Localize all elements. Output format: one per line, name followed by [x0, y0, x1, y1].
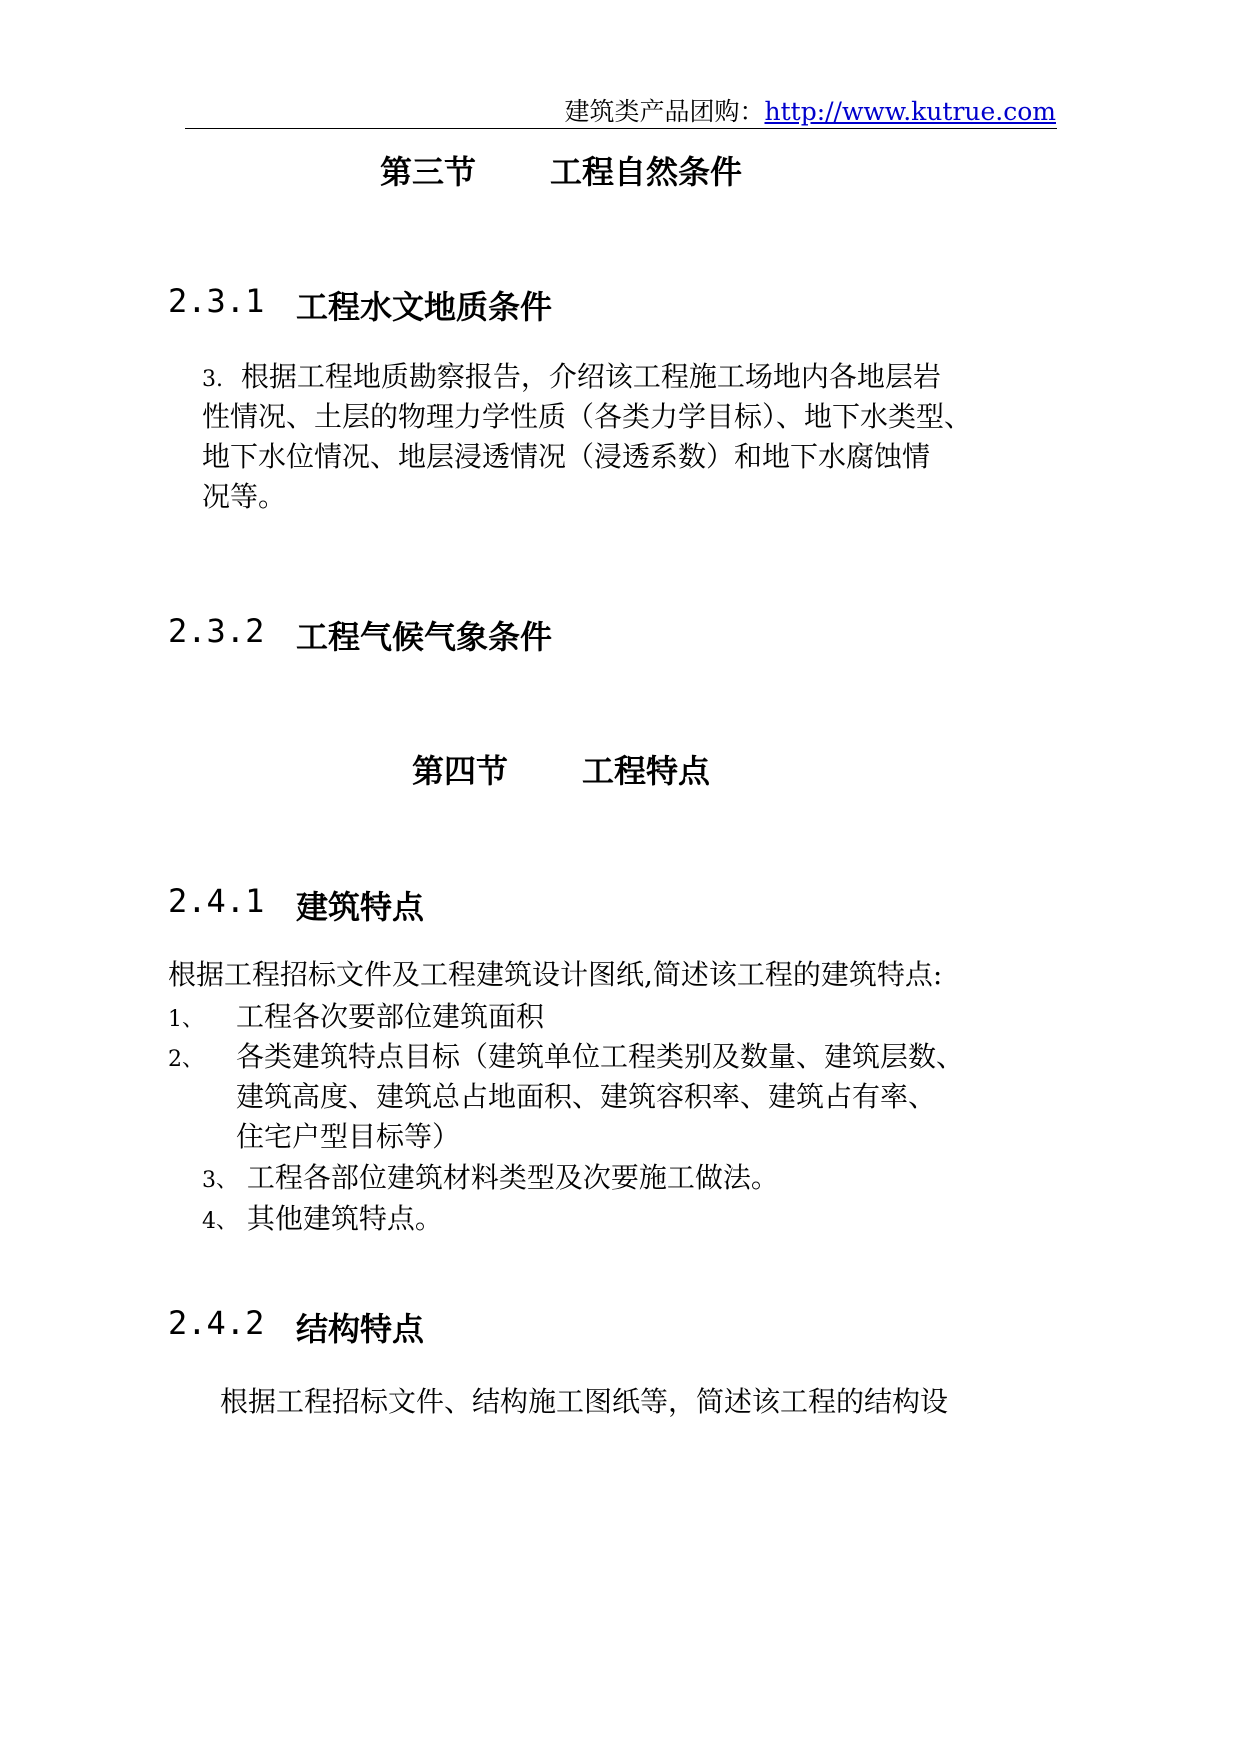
subsection-2-4-2-title: 结构特点: [296, 1310, 425, 1348]
subsection-2-3-2-heading: [168, 612, 264, 650]
subsection-2-3-1-heading: [168, 282, 264, 320]
list-item-3-number: 3、: [202, 1168, 238, 1193]
list-item-2-number: 2、: [168, 1047, 204, 1072]
list-item-2-line-3: 住宅户型目标等）: [236, 1120, 461, 1153]
header-divider: [185, 128, 1057, 129]
subsection-2-3-1-number: 2.3.1: [168, 282, 265, 320]
list-item-4-text: 其他建筑特点。: [246, 1202, 443, 1235]
subsection-2-3-2-title: 工程气候气象条件: [296, 618, 553, 656]
paragraph-2-3-1-line-4: 况等。: [202, 480, 287, 513]
paragraph-2-4-2-line-1: 根据工程招标文件、结构施工图纸等，简述该工程的结构设: [220, 1385, 949, 1418]
list-item-4: [202, 1202, 443, 1235]
subsection-2-4-1-number: 2.4.1: [168, 882, 265, 920]
list-item-2-line-2: 建筑高度、建筑总占地面积、建筑容积率、建筑占有率、: [236, 1080, 937, 1113]
subsection-2-4-2-number: 2.4.2: [168, 1304, 265, 1342]
list-item-4-number: 4、: [202, 1209, 238, 1234]
list-item-3: [202, 1161, 779, 1194]
list-item-1-number: 1、: [168, 1007, 204, 1032]
subsection-2-4-2-heading: [168, 1304, 264, 1342]
section-4-number: 第四节: [412, 752, 509, 790]
section-3-title: 工程自然条件: [550, 153, 743, 191]
paragraph-2-3-1-line-3: 地下水位情况、地层浸透情况（浸透系数）和地下水腐蚀情: [202, 440, 931, 473]
paragraph-2-3-1-item-number: 3.: [202, 367, 223, 392]
section-4-heading: [412, 746, 710, 792]
list-item-1-text: 工程各次要部位建筑面积: [236, 1000, 545, 1033]
page-header: [564, 92, 1056, 128]
paragraph-2-4-1-intro: 根据工程招标文件及工程建筑设计图纸,简述该工程的建筑特点:: [168, 958, 943, 991]
section-4-title: 工程特点: [582, 752, 711, 790]
subsection-2-3-1-title: 工程水文地质条件: [296, 288, 553, 326]
paragraph-2-3-1-line-2: 性情况、土层的物理力学性质（各类力学目标）、地下水类型、: [202, 400, 973, 433]
header-url-link[interactable]: http://www.kutrue.com: [764, 97, 1056, 126]
list-item-2-line-1: 各类建筑特点目标（建筑单位工程类别及数量、建筑层数、: [236, 1040, 965, 1073]
subsection-2-4-1-title: 建筑特点: [296, 888, 425, 926]
section-3-number: 第三节: [380, 153, 477, 191]
subsection-2-3-2-number: 2.3.2: [168, 612, 265, 650]
header-site-label: 建筑类产品团购：: [564, 97, 765, 126]
paragraph-2-3-1-line-1: 3. 根据工程地质勘察报告，介绍该工程施工场地内各地层岩: [202, 360, 941, 393]
list-item-3-text: 工程各部位建筑材料类型及次要施工做法。: [246, 1161, 779, 1194]
section-3-heading: [380, 147, 742, 193]
subsection-2-4-1-heading: [168, 882, 264, 920]
